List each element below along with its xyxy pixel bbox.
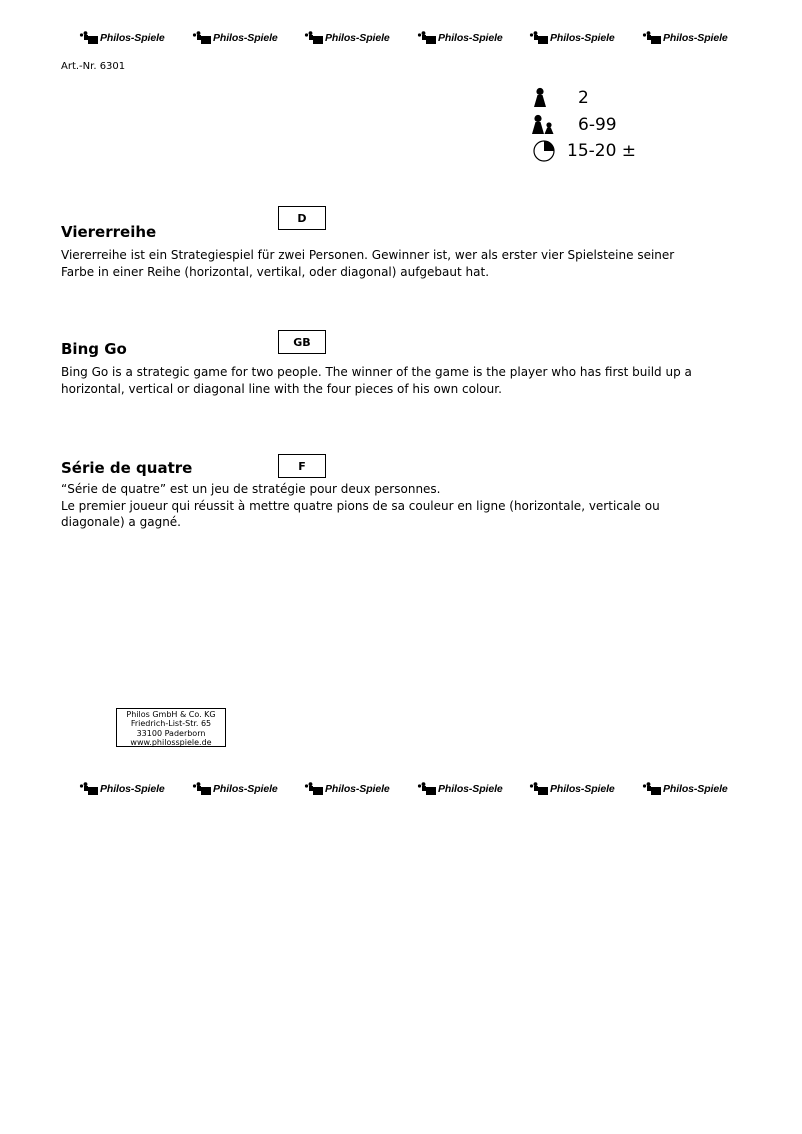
age-value: 6-99 bbox=[578, 115, 617, 135]
philos-logo-icon bbox=[529, 782, 549, 796]
player-pawn-icon bbox=[531, 87, 557, 111]
philos-logo-icon bbox=[642, 31, 662, 45]
brand-logo bbox=[529, 781, 615, 797]
address-line: 33100 Paderborn bbox=[136, 728, 206, 738]
section-title-gb: Bing Go bbox=[61, 340, 127, 358]
brand-logo-text: Philos-Spiele bbox=[438, 32, 503, 44]
brand-logo-text: Philos-Spiele bbox=[213, 32, 278, 44]
age-info bbox=[531, 114, 661, 138]
section-paragraph: “Série de quatre” est un jeu de stratégie pour deux personnes. bbox=[61, 482, 441, 496]
brand-logo bbox=[79, 781, 165, 797]
address-line: Friedrich-List-Str. 65 bbox=[130, 719, 212, 729]
philos-logo-icon bbox=[79, 782, 99, 796]
brand-logo bbox=[79, 30, 165, 46]
philos-logo-icon bbox=[79, 31, 99, 45]
brand-logo-text: Philos-Spiele bbox=[663, 783, 728, 795]
philos-logo-icon bbox=[417, 782, 437, 796]
section-paragraph: Le premier joueur qui réussit à mettre quatre pions de sa couleur en ligne (horizontale, verticale ou diagonale) a gagné. bbox=[61, 498, 660, 529]
philos-logo-icon bbox=[192, 31, 212, 45]
brand-logo-text: Philos-Spiele bbox=[325, 32, 390, 44]
duration-value: 15-20 ± bbox=[567, 141, 637, 161]
language-box-de: D bbox=[278, 206, 326, 230]
address-website: www.philosspiele.de bbox=[130, 738, 212, 748]
brand-logo bbox=[529, 30, 615, 46]
section-title-de: Viererreihe bbox=[61, 223, 157, 241]
section-title-fr: Série de quatre bbox=[61, 459, 193, 477]
brand-logo-text: Philos-Spiele bbox=[325, 783, 390, 795]
section-paragraph: Viererreihe ist ein Strategiespiel für zwei Personen. Gewinner ist, wer als erster vier Spielsteine seiner Farbe in einer Reihe (horizontal, vertikal, oder diagonal) aufgebaut hat. bbox=[61, 248, 675, 279]
brand-logo-text: Philos-Spiele bbox=[550, 783, 615, 795]
brand-logo-text: Philos-Spiele bbox=[550, 32, 615, 44]
philos-logo-icon bbox=[304, 782, 324, 796]
philos-logo-icon bbox=[529, 31, 549, 45]
language-box-fr: F bbox=[278, 454, 326, 478]
philos-logo-icon bbox=[192, 782, 212, 796]
philos-logo-icon bbox=[642, 782, 662, 796]
brand-logo-text: Philos-Spiele bbox=[663, 32, 728, 44]
age-pawns-icon bbox=[531, 114, 557, 138]
brand-logo bbox=[192, 781, 278, 797]
philos-logo-icon bbox=[304, 31, 324, 45]
footer-logo-strip bbox=[0, 781, 802, 797]
brand-logo bbox=[417, 781, 503, 797]
publisher-address bbox=[116, 708, 226, 747]
language-box-gb: GB bbox=[278, 330, 326, 354]
address-line: Philos GmbH & Co. KG bbox=[126, 710, 216, 719]
brand-logo bbox=[642, 30, 728, 46]
brand-logo bbox=[642, 781, 728, 797]
players-info bbox=[531, 87, 661, 111]
section-paragraph: Bing Go is a strategic game for two people. The winner of the game is the player who has first build up a horizontal, vertical or diagonal line with the four pieces of his own colour. bbox=[61, 365, 692, 396]
players-value: 2 bbox=[578, 88, 589, 108]
article-number: Art.-Nr. 6301 bbox=[61, 61, 126, 72]
brand-logo bbox=[192, 30, 278, 46]
duration-info bbox=[531, 140, 661, 164]
section-body-fr bbox=[61, 481, 701, 531]
header-logo-strip bbox=[0, 30, 802, 46]
brand-logo-text: Philos-Spiele bbox=[100, 32, 165, 44]
brand-logo bbox=[304, 30, 390, 46]
brand-logo bbox=[304, 781, 390, 797]
brand-logo-text: Philos-Spiele bbox=[100, 783, 165, 795]
section-body-gb bbox=[61, 364, 701, 397]
brand-logo bbox=[417, 30, 503, 46]
section-body-de bbox=[61, 247, 701, 280]
clock-icon bbox=[531, 140, 557, 164]
philos-logo-icon bbox=[417, 31, 437, 45]
brand-logo-text: Philos-Spiele bbox=[213, 783, 278, 795]
brand-logo-text: Philos-Spiele bbox=[438, 783, 503, 795]
